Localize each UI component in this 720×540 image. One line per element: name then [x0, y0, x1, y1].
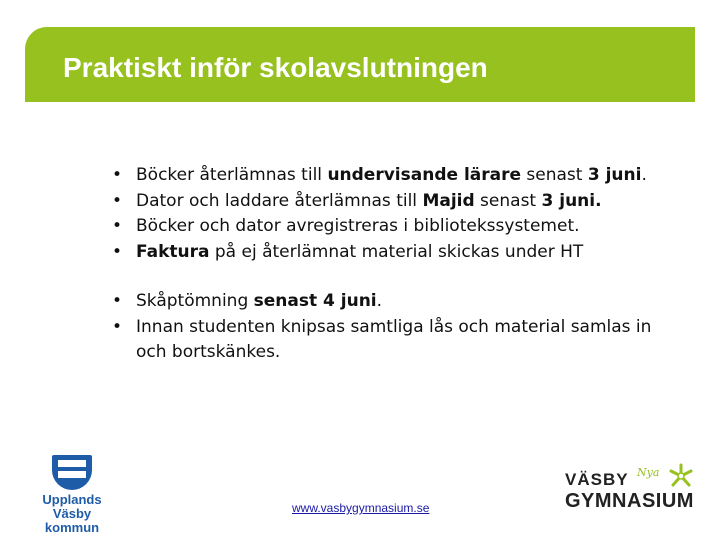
bullet-list-1 [110, 163, 670, 265]
slide-content [110, 163, 670, 366]
website-link[interactable]: www.vasbygymnasium.se [292, 501, 430, 515]
bullet-bold-text: undervisande lärare [327, 165, 522, 185]
bullet-bold-text: Faktura [136, 241, 210, 262]
vasby-gymnasium-logo [555, 462, 695, 522]
bullet-text: Innan studenten knipsas samtliga lås och material samlas in och bortskänkes. [136, 316, 652, 362]
municipality-name: Upplands Väsby [42, 492, 102, 521]
bullet-item [110, 240, 670, 266]
bullet-text: Dator och laddare återlämnas till [136, 190, 423, 211]
title-bar [25, 27, 695, 102]
bullet-list-2 [110, 289, 670, 366]
bullet-text: Böcker återlämnas till [136, 165, 328, 185]
bullet-text: . [641, 165, 647, 185]
bullet-item [110, 189, 670, 215]
bullet-bold-text: 3 juni. [541, 190, 602, 211]
logo-text-vasby: VÄSBY [565, 470, 629, 489]
bullet-item [110, 214, 670, 240]
bullet-bold-text: Majid [422, 190, 475, 211]
bullet-item [110, 163, 670, 189]
flower-icon [667, 462, 695, 490]
bullet-text: Böcker och dator avregistreras i bibliotekssystemet. [136, 216, 580, 236]
bullet-text: Skåptömning [136, 291, 254, 311]
slide-title: Praktiskt inför skolavslutningen [63, 52, 488, 83]
logo-text-gymnasium: GYMNASIUM [565, 490, 694, 512]
logo-script-nya: Nya [637, 466, 660, 479]
bullet-bold-text: 3 juni [587, 165, 642, 185]
municipality-suffix: kommun [44, 520, 100, 535]
bullet-text: senast [474, 190, 542, 211]
upplands-vasby-logo [22, 455, 122, 535]
bullet-item [110, 289, 670, 315]
bullet-text: senast [521, 165, 588, 185]
bullet-item [110, 315, 670, 366]
bullet-text: . [376, 291, 383, 311]
bullet-bold-text: senast 4 juni [253, 291, 377, 311]
coat-of-arms-icon [52, 455, 92, 490]
bullet-text: på ej återlämnat material skickas under HT [209, 241, 584, 262]
